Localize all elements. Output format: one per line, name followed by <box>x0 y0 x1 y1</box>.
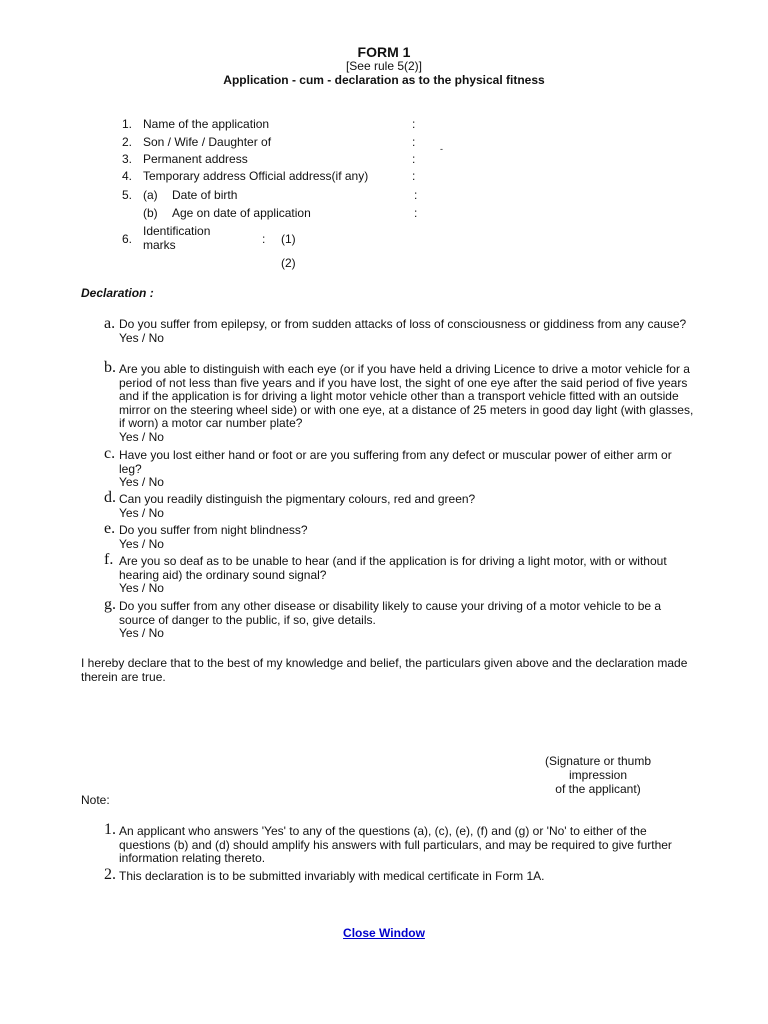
field-label-identification: Identification marks <box>143 224 211 252</box>
question-text: Have you lost either hand or foot or are you suffering from any defect or muscular power of either arm or leg? <box>119 448 672 476</box>
field-label-age: Age on date of application <box>172 206 311 220</box>
question-d <box>119 493 694 520</box>
field-label-permanent-address: Permanent address <box>143 152 248 166</box>
field-number: 2. <box>121 135 132 149</box>
question-text: Do you suffer from any other disease or disability likely to cause your driving of a motor vehicle to be a source of danger to the public, if so, give details. <box>119 599 662 627</box>
close-window-link[interactable]: Close Window <box>343 926 425 940</box>
field-number: 4. <box>121 169 132 183</box>
question-c <box>119 449 694 490</box>
form-title: FORM 1 <box>357 44 411 60</box>
declaration-statement: I hereby declare that to the best of my knowledge and belief, the particulars given above and the declaration made therein are true. <box>81 656 688 684</box>
field-colon: : <box>414 206 418 220</box>
field-number: 1. <box>121 117 132 131</box>
field-label-relation: Son / Wife / Daughter of <box>143 135 272 149</box>
yes-no-answer: Yes / No <box>119 581 164 595</box>
yes-no-answer: Yes / No <box>119 330 164 345</box>
field-label-dob: Date of birth <box>172 188 238 202</box>
yes-no-answer: Yes / No <box>119 429 164 444</box>
question-text: Are you able to distinguish with each eye (or if you have held a driving Licence to drive a motor vehicle for a period of not less than five years and if you have lost, the sight of one eye after the said period of five years and if the application is for driving a light motor vehicle other than a transport vehicle fitted with an outside mirror on the steering wheel side) or with one eye, at a distance of 25 meters in good day light (with glasses, if worn) a motor car number plate? <box>119 362 694 430</box>
question-text: Are you so deaf as to be unable to hear (and if the application is for driving a light motor, with or without hearing aid) the ordinary sound signal? <box>119 554 667 582</box>
signature-block <box>528 754 668 796</box>
question-f <box>119 555 694 596</box>
field-colon: : <box>414 188 418 202</box>
question-letter: d. <box>104 489 116 506</box>
question-text: Do you suffer from night blindness? <box>119 523 308 537</box>
note-heading: Note: <box>81 793 110 807</box>
field-colon: : <box>262 232 266 246</box>
signature-line-2: impression <box>568 768 628 782</box>
form-subtitle: Application - cum - declaration as to the physical fitness <box>223 73 545 87</box>
note-2: This declaration is to be submitted invariably with medical certificate in Form 1A. <box>119 869 545 883</box>
field-label-name: Name of the application <box>143 117 270 131</box>
field-colon: : <box>412 152 416 166</box>
field-colon: : <box>412 169 416 183</box>
identification-mark-2: (2) <box>281 256 296 270</box>
yes-no-answer: Yes / No <box>119 626 164 640</box>
note-number: 2. <box>104 866 116 883</box>
yes-no-answer: Yes / No <box>119 505 164 520</box>
question-e <box>119 524 694 551</box>
yes-no-answer: Yes / No <box>119 475 164 489</box>
question-letter: a. <box>104 315 116 332</box>
question-letter: g. <box>104 596 116 613</box>
field-colon: : <box>412 117 416 131</box>
note-1: An applicant who answers 'Yes' to any of the questions (a), (c), (e), (f) and (g) or 'No' to either of the questions (b) and (d) should amplify his answers with full particulars, and may be required to give further information relating thereto. <box>119 824 672 865</box>
yes-no-answer: Yes / No <box>119 536 164 551</box>
signature-line-3: of the applicant) <box>555 782 641 796</box>
question-letter: f. <box>104 551 114 568</box>
declaration-heading: Declaration : <box>81 286 154 300</box>
question-g <box>119 600 694 641</box>
question-a <box>119 318 694 345</box>
form-rule: [See rule 5(2)] <box>345 59 423 73</box>
field-colon: : <box>412 135 416 149</box>
question-text: Can you readily distinguish the pigmentary colours, red and green? <box>119 492 476 506</box>
field-label-temporary-address: Temporary address Official address(if any) <box>143 169 369 183</box>
question-letter: b. <box>104 359 116 376</box>
question-letter: c. <box>104 445 116 462</box>
stray-mark: - <box>440 144 443 154</box>
field-number: 3. <box>121 152 132 166</box>
field-sub-a: (a) <box>143 188 158 202</box>
question-letter: e. <box>104 520 116 537</box>
question-b <box>119 363 694 444</box>
identification-mark-1: (1) <box>281 232 296 246</box>
signature-line-1: (Signature or thumb <box>544 754 652 768</box>
field-number: 5. <box>121 188 132 202</box>
field-number: 6. <box>121 232 132 246</box>
question-text: Do you suffer from epilepsy, or from sudden attacks of loss of consciousness or giddiness from any cause? <box>119 317 687 331</box>
field-sub-b: (b) <box>143 206 158 220</box>
note-number: 1. <box>104 821 116 838</box>
